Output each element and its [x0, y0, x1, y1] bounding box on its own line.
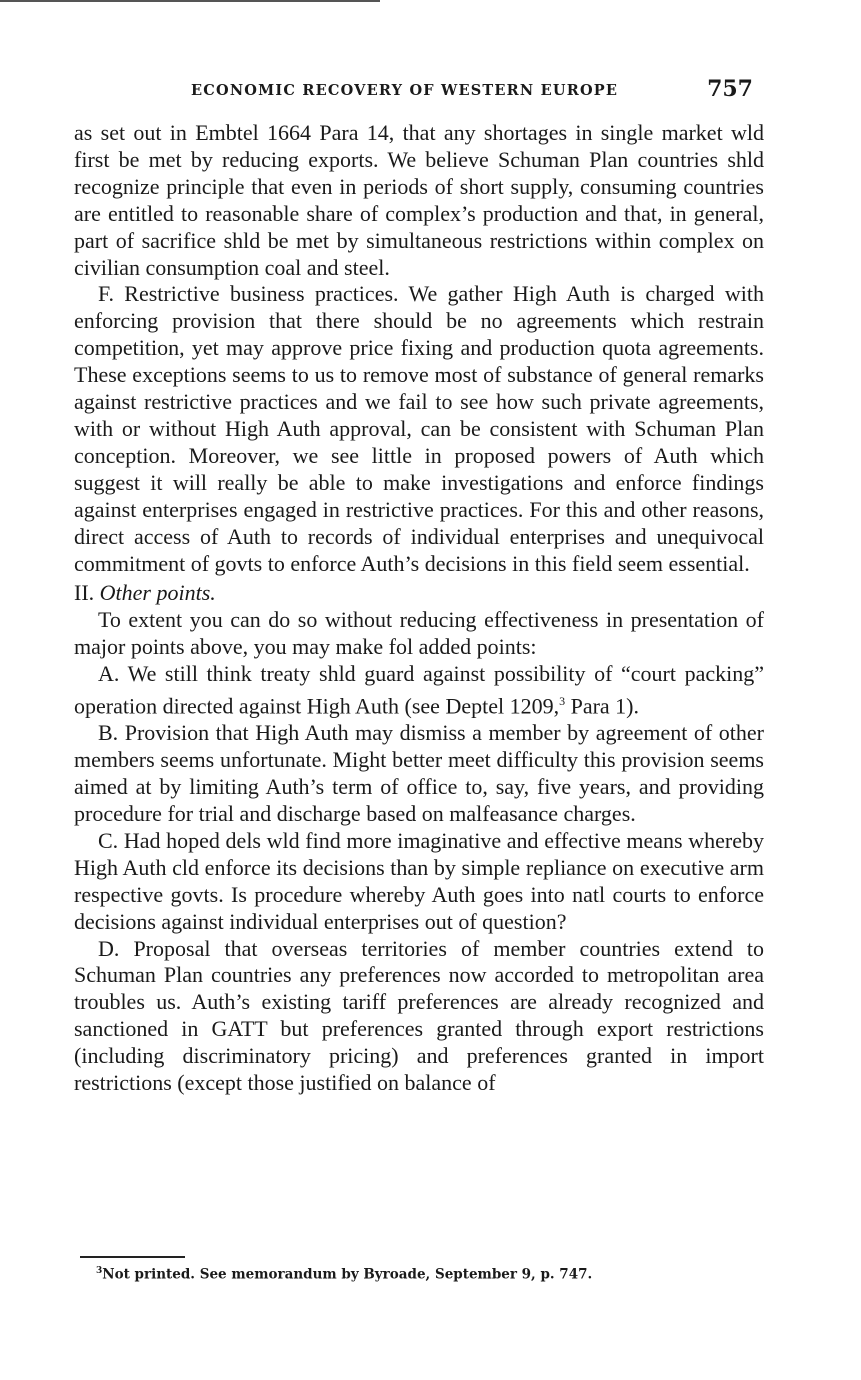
section-heading-other-points [74, 580, 764, 607]
top-edge-rule [0, 0, 380, 2]
point-a-text: A. We still think treaty shld guard against possibility of “court packing” operation directed against High Auth (see Deptel 1209, [74, 661, 764, 719]
footnote-reference: 3 [559, 694, 566, 709]
paragraph-point-b: B. Provision that High Auth may dismiss a member by agreement of other members seems unfortunate. Might better meet difficulty this provision seems aimed at by limiting Auth’s term of office to, say, five years, and providing procedure for trial and discharge based on malfeasance charges. [74, 720, 764, 826]
footnote-text: Not printed. See memorandum by Byroade, September 9, p. 747. [102, 1266, 593, 1283]
paragraph-point-d: D. Proposal that overseas territories of member countries extend to Schuman Plan countries any preferences now accorded to metropolitan area troubles us. Auth’s existing tariff preferences are already recognized and sanctioned in GATT but preferences granted through export restrictions (including discriminatory pricing) and preferences granted in import restrictions (except those justified on balance of [74, 935, 764, 1096]
footnote-marker: 3 [96, 1266, 103, 1276]
paragraph-intro-added-points: To extent you can do so without reducing effectiveness in presentation of major points above, you may make fol added points: [74, 607, 764, 660]
paragraph-restrictive-practices: F. Restrictive business practices. We gather High Auth is charged with enforcing provision that there should be no agreements which restrain competition, yet may approve price fixing and production quota agreements. These exceptions seems to us to remove most of substance of general remarks against restrictive practices and we fail to see how such private agreements, with or without High Auth approval, can be consistent with Schuman Plan conception. Moreover, we see little in proposed powers of Auth which suggest it will really be able to make investigations and enforce findings against enterprises engaged in restrictive practices. For this and other reasons, direct access of Auth to records of individual enterprises and unequivocal commitment of govts to enforce Auth’s decisions in this field seem essential. [74, 281, 764, 576]
paragraph-continuation: as set out in Embtel 1664 Para 14, that any shortages in single market wld first be met by reducing exports. We believe Schuman Plan countries shld recognize principle that even in periods of short supply, consuming countries are entitled to reasonable share of complex’s production and that, in general, part of sacrifice shld be met by simultaneous restrictions within complex on civilian consumption coal and steel. [74, 120, 764, 280]
footnote [96, 1266, 592, 1283]
paragraph-point-a [74, 661, 764, 720]
footnote-divider [80, 1256, 185, 1258]
page-header [75, 76, 765, 106]
page-number: 757 [707, 76, 753, 102]
section-title: Other points. [99, 580, 216, 606]
running-title: ECONOMIC RECOVERY OF WESTERN EUROPE [191, 82, 619, 99]
page-body [74, 120, 764, 1097]
paragraph-point-c: C. Had hoped dels wld find more imaginative and effective means whereby High Auth cld enforce its decisions than by simple repliance on executive arm respective govts. Is procedure whereby Auth goes into natl courts to enforce decisions against individual enterprises out of question? [74, 827, 764, 934]
section-number: II. [74, 580, 95, 606]
point-a-end: Para 1). [565, 693, 640, 719]
